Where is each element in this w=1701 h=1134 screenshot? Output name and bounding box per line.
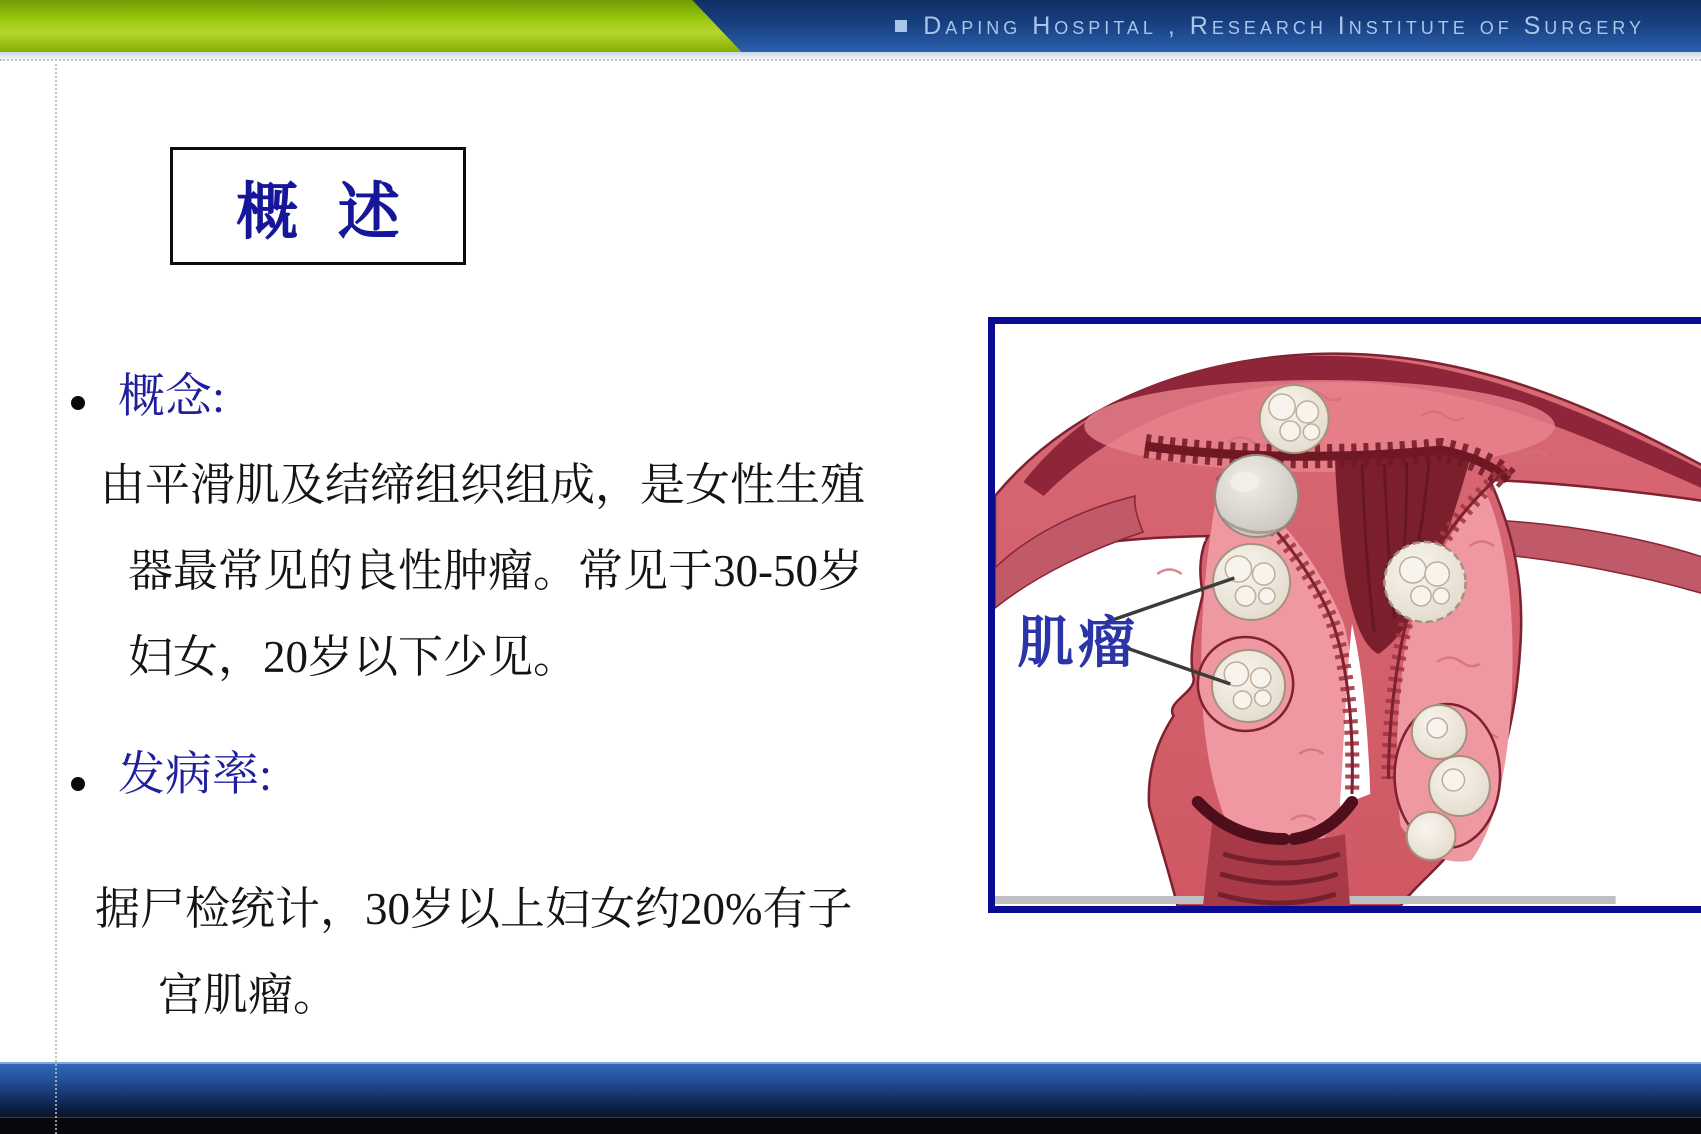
hospital-banner <box>895 0 1645 52</box>
footer-bar <box>0 1062 1701 1117</box>
paragraph-line: 宫肌瘤。 <box>158 970 339 1020</box>
top-dotted-divider <box>0 59 1701 61</box>
fibroid-label: 肌瘤 <box>1017 613 1139 675</box>
footer-black-strip <box>0 1117 1701 1134</box>
bullet-dot <box>71 396 85 410</box>
slide-title: 概 述 <box>236 178 412 247</box>
uterus-illustration <box>995 324 1701 906</box>
paragraph-line: 据尸检统计，30岁以上妇女约20%有子 <box>95 884 853 934</box>
square-bullet-icon <box>895 20 907 32</box>
slide-title-box <box>170 147 466 265</box>
paragraph-line: 器最常见的良性肿瘤。常见于30-50岁 <box>128 546 863 596</box>
paragraph-line: 妇女，20岁以下少见。 <box>128 632 579 682</box>
bullet-heading-concept: 概念: <box>118 371 226 423</box>
uterus-figure-frame <box>988 317 1701 913</box>
fibroid-left-lower <box>1198 637 1293 731</box>
fibroid-fundal <box>1260 385 1329 453</box>
fibroid-right-upper <box>1384 542 1465 622</box>
header-bar <box>0 0 1701 52</box>
fibroid-pedunculated <box>1215 455 1298 537</box>
paragraph-line: 由平滑肌及结缔组织组成，是女性生殖 <box>100 460 866 510</box>
left-dotted-guide <box>55 59 57 1134</box>
hospital-banner-text: Daping Hospital , Research Institute of Surgery <box>923 11 1645 40</box>
concept-paragraph <box>100 442 865 700</box>
bullet-dot <box>71 777 85 791</box>
incidence-paragraph <box>95 866 853 1038</box>
bullet-heading-incidence: 发病率: <box>118 749 273 801</box>
